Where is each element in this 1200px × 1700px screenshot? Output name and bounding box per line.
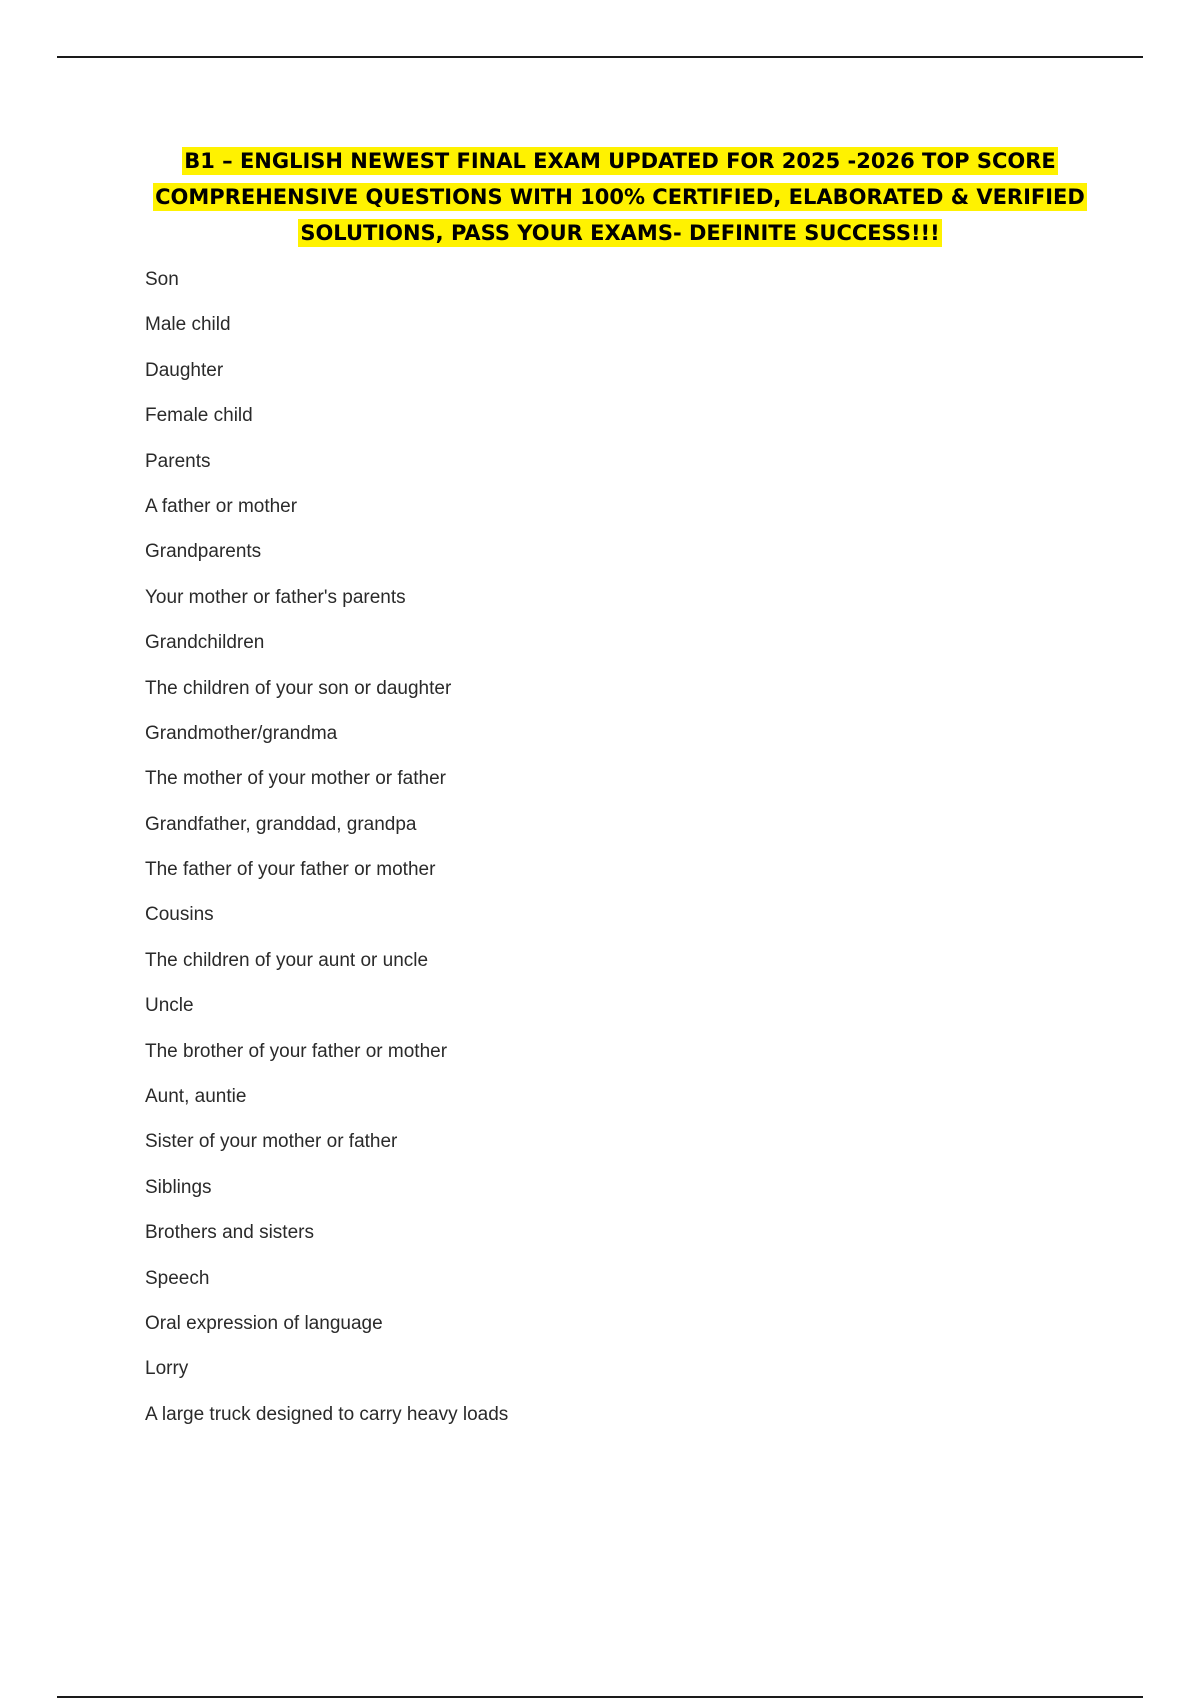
list-item: Brothers and sisters (145, 1222, 314, 1244)
list-item: Oral expression of language (145, 1312, 383, 1334)
list-item: Female child (145, 405, 253, 427)
footer-rule (57, 1696, 1143, 1698)
list-item: Grandfather, granddad, grandpa (145, 813, 417, 835)
list-item: A father or mother (145, 495, 298, 517)
list-item: A large truck designed to carry heavy loads (145, 1403, 509, 1425)
list-item: Lorry (145, 1358, 189, 1380)
list-item: Son (145, 269, 179, 290)
title-highlight: B1 – ENGLISH NEWEST FINAL EXAM UPDATED FOR 2025 -2026 TOP SCORE COMPREHENSIVE QUESTIONS WITH 100% CERTIFIED, ELABORATED & VERIFIED SOLUTIONS, PASS YOUR EXAMS- DEFINITE SUCCESS!!! (155, 149, 1085, 245)
list-item: Grandchildren (145, 632, 265, 654)
list-item: The brother of your father or mother (145, 1040, 448, 1062)
list-item: Uncle (145, 995, 194, 1017)
header-rule (57, 56, 1143, 58)
list-item: Speech (145, 1267, 210, 1289)
flashcard-list (145, 268, 508, 1448)
list-item: Cousins (145, 904, 214, 926)
list-item: Daughter (145, 359, 224, 381)
list-item: Your mother or father's parents (145, 586, 406, 608)
list-item: Sister of your mother or father (145, 1131, 398, 1153)
list-item: The children of your aunt or uncle (145, 949, 429, 971)
list-item: The father of your father or mother (145, 859, 436, 881)
list-item: Siblings (145, 1176, 212, 1198)
list-item: Grandparents (145, 541, 262, 563)
list-item: Parents (145, 450, 211, 472)
list-item: Aunt, auntie (145, 1086, 247, 1108)
list-item: The mother of your mother or father (145, 768, 446, 790)
list-item: Grandmother/grandma (145, 722, 338, 744)
document-title (120, 143, 1120, 251)
list-item: Male child (145, 314, 231, 336)
list-item: The children of your son or daughter (145, 677, 452, 699)
